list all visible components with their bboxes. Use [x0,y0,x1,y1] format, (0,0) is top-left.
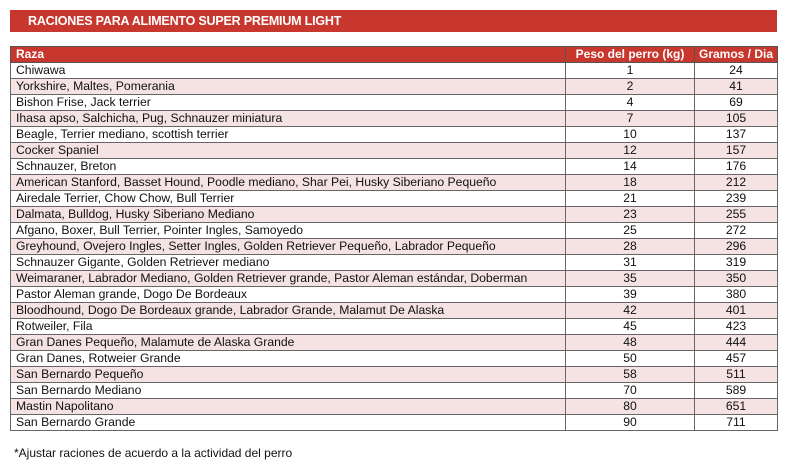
cell-raza: American Stanford, Basset Hound, Poodle mediano, Shar Pei, Husky Siberiano Pequeño [11,175,566,191]
cell-peso: 39 [566,287,695,303]
table-row [11,63,778,79]
cell-peso: 70 [566,383,695,399]
page-title: RACIONES PARA ALIMENTO SUPER PREMIUM LIGHT [28,14,342,28]
cell-raza: Gran Danes Pequeño, Malamute de Alaska Grande [11,335,566,351]
table-row [11,383,778,399]
header-peso: Peso del perro (kg) [566,47,695,63]
cell-peso: 7 [566,111,695,127]
table-row [11,319,778,335]
cell-gramos: 711 [695,415,778,431]
cell-peso: 12 [566,143,695,159]
cell-gramos: 255 [695,207,778,223]
table-row [11,415,778,431]
cell-raza: Schnauzer, Breton [11,159,566,175]
table-row [11,127,778,143]
cell-gramos: 651 [695,399,778,415]
cell-gramos: 212 [695,175,778,191]
cell-peso: 21 [566,191,695,207]
cell-raza: San Bernardo Pequeño [11,367,566,383]
table-row [11,399,778,415]
table-row [11,159,778,175]
table-row [11,111,778,127]
cell-peso: 48 [566,335,695,351]
cell-raza: Cocker Spaniel [11,143,566,159]
table-header-row [11,47,778,63]
cell-peso: 42 [566,303,695,319]
table-row [11,367,778,383]
cell-gramos: 444 [695,335,778,351]
cell-raza: Weimaraner, Labrador Mediano, Golden Retriever grande, Pastor Aleman estándar, Doberman [11,271,566,287]
cell-gramos: 423 [695,319,778,335]
table-row [11,79,778,95]
cell-gramos: 380 [695,287,778,303]
cell-raza: San Bernardo Mediano [11,383,566,399]
title-bar [10,10,777,32]
cell-peso: 4 [566,95,695,111]
table-row [11,191,778,207]
cell-gramos: 137 [695,127,778,143]
cell-raza: Dalmata, Bulldog, Husky Siberiano Mediano [11,207,566,223]
cell-raza: Bishon Frise, Jack terrier [11,95,566,111]
cell-peso: 25 [566,223,695,239]
table-row [11,143,778,159]
cell-gramos: 511 [695,367,778,383]
cell-peso: 31 [566,255,695,271]
cell-gramos: 350 [695,271,778,287]
cell-peso: 2 [566,79,695,95]
header-gramos: Gramos / Dia [695,47,778,63]
cell-peso: 35 [566,271,695,287]
table-row [11,207,778,223]
table-row [11,335,778,351]
cell-peso: 80 [566,399,695,415]
table-row [11,239,778,255]
cell-gramos: 105 [695,111,778,127]
cell-peso: 50 [566,351,695,367]
cell-gramos: 69 [695,95,778,111]
cell-gramos: 41 [695,79,778,95]
cell-raza: Ihasa apso, Salchicha, Pug, Schnauzer miniatura [11,111,566,127]
cell-peso: 10 [566,127,695,143]
cell-peso: 14 [566,159,695,175]
cell-raza: Pastor Aleman grande, Dogo De Bordeaux [11,287,566,303]
cell-raza: Beagle, Terrier mediano, scottish terrier [11,127,566,143]
cell-gramos: 176 [695,159,778,175]
table-row [11,351,778,367]
cell-peso: 28 [566,239,695,255]
header-raza: Raza [11,47,566,63]
cell-gramos: 272 [695,223,778,239]
cell-raza: Afgano, Boxer, Bull Terrier, Pointer Ingles, Samoyedo [11,223,566,239]
cell-peso: 1 [566,63,695,79]
cell-raza: Yorkshire, Maltes, Pomerania [11,79,566,95]
table-row [11,255,778,271]
table-row [11,271,778,287]
cell-gramos: 457 [695,351,778,367]
cell-raza: Rotweiler, Fila [11,319,566,335]
cell-gramos: 589 [695,383,778,399]
cell-peso: 23 [566,207,695,223]
cell-raza: Gran Danes, Rotweier Grande [11,351,566,367]
cell-raza: Chiwawa [11,63,566,79]
table-row [11,95,778,111]
cell-gramos: 296 [695,239,778,255]
cell-peso: 45 [566,319,695,335]
cell-gramos: 24 [695,63,778,79]
cell-raza: Mastin Napolitano [11,399,566,415]
cell-gramos: 239 [695,191,778,207]
rations-table [10,46,778,431]
cell-peso: 18 [566,175,695,191]
footnote: *Ajustar raciones de acuerdo a la actividad del perro [14,446,293,460]
cell-raza: Bloodhound, Dogo De Bordeaux grande, Labrador Grande, Malamut De Alaska [11,303,566,319]
cell-raza: Schnauzer Gigante, Golden Retriever mediano [11,255,566,271]
table-row [11,175,778,191]
cell-raza: Airedale Terrier, Chow Chow, Bull Terrier [11,191,566,207]
table-row [11,223,778,239]
cell-gramos: 157 [695,143,778,159]
cell-gramos: 319 [695,255,778,271]
cell-peso: 58 [566,367,695,383]
cell-peso: 90 [566,415,695,431]
cell-gramos: 401 [695,303,778,319]
cell-raza: San Bernardo Grande [11,415,566,431]
cell-raza: Greyhound, Ovejero Ingles, Setter Ingles, Golden Retriever Pequeño, Labrador Pequeño [11,239,566,255]
table-row [11,303,778,319]
table-row [11,287,778,303]
